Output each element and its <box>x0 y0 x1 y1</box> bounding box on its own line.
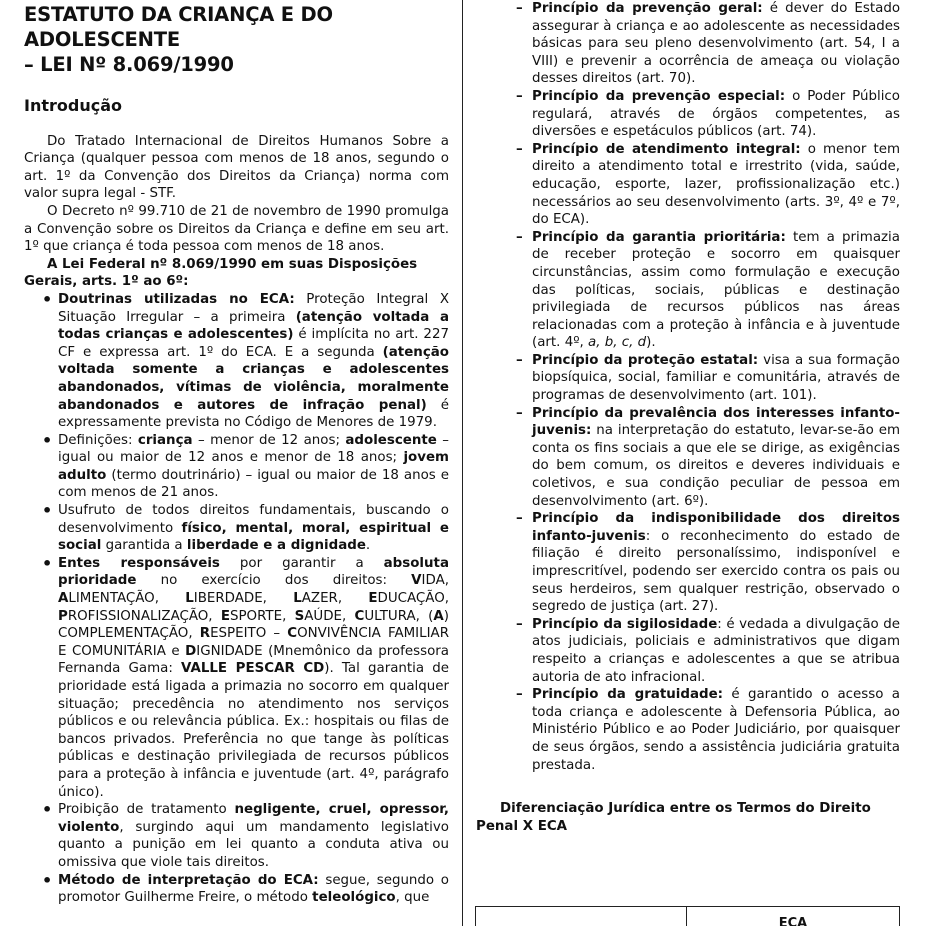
principle-item-4: – Princípio da garantia prioritária: tem a primazia de receber proteção e socorro em quaisquer circunstâncias, assim como formulação e execução das políticas, sociais, públicas e destinação privilegiada de recursos públicos nas áreas relacionadas com a proteção à infância e à juventude (art. 4º, a, b, c, d). <box>516 229 900 352</box>
table-header-eca: ECA <box>778 916 808 926</box>
provision-item-2: • Definições: criança – menor de 12 anos; adolescente – igual ou maior de 12 anos e menor de 18 anos; jovem adulto (termo doutrinário) – igual ou maior de 18 anos e com menos de 21 anos. <box>42 432 449 502</box>
principles-list <box>516 0 900 774</box>
principle-item-5: – Princípio da proteção estatal: visa a sua formação biopsíquica, social, familiar e comunitária, através de programas de desenvolvimento (art. 101). <box>516 352 900 405</box>
principle-item-9: – Princípio da gratuidade: é garantido o acesso a toda criança e adolescente à Defensoria Pública, ao Ministério Público e ao Poder Judiciário, por quaisquer de seus órgãos, sendo a assistência judiciária gratuita prestada. <box>516 686 900 774</box>
principle-item-3: – Princípio de atendimento integral: o menor tem direito a atendimento total e irrestrito (vida, saúde, educação, esporte, lazer, profissionalização etc.) necessários ao seu desenvolvimento (arts. 3º, 4º e 7º, do ECA). <box>516 141 900 229</box>
provision-item-5: • Proibição de tratamento negligente, cruel, opressor, violento, surgindo aqui um mandamento legislativo quanto a punição em lei quanto a conduta ativa ou omissiva que viole tais direitos. <box>42 801 449 871</box>
principle-item-1: – Princípio da prevenção geral: é dever do Estado assegurar à criança e ao adolescente as necessidades básicas para seu pleno desenvolvimento (art. 54, I a VIII) e prevenir a ocorrência de ameaça ou violação desses direitos (art. 70). <box>516 0 900 88</box>
document-title <box>24 2 449 77</box>
right-column <box>472 0 900 835</box>
provision-item-6: • Método de interpretação do ECA: segue, segundo o promotor Guilherme Freire, o método teleológico, que <box>42 872 449 907</box>
principle-item-7: – Princípio da indisponibilidade dos direitos infanto-juvenis: o reconhecimento do estado de filiação é direito personalíssimo, indisponível e imprescritível, podendo ser exercido contra os pais ou seus herdeiros, sem qualquer restrição, observado o segredo de justiça (art. 27). <box>516 510 900 616</box>
principle-item-8: – Princípio da sigilosidade: é vedada a divulgação de atos judiciais, policiais e administrativos que digam respeito a crianças e adolescentes a que se atribua autoria de ato infracional. <box>516 616 900 686</box>
principle-item-2: – Princípio da prevenção especial: o Poder Público regulará, através de órgãos competentes, as diversões e espetáculos públicos (art. 74). <box>516 88 900 141</box>
general-provisions-lead: A Lei Federal nº 8.069/1990 em suas Disposições Gerais, arts. 1º ao 6º: <box>24 256 418 290</box>
intro-heading: Introdução <box>24 96 122 115</box>
column-divider <box>462 0 463 926</box>
provision-item-3: • Usufruto de todos direitos fundamentais, buscando o desenvolvimento físico, mental, moral, espiritual e social garantida a liberdade e a dignidade. <box>42 502 449 555</box>
comparison-table <box>475 906 900 926</box>
title-line-1: ESTATUTO DA CRIANÇA E DO ADOLESCENTE <box>24 3 333 51</box>
general-provisions-list <box>42 291 449 907</box>
provision-item-1: • Doutrinas utilizadas no ECA: Proteção Integral X Situação Irregular – a primeira (atenção voltada a todas crianças e adolescentes) é implícita no art. 227 CF e expressa art. 1º do ECA. E a segunda (atenção voltada somente a crianças e adolescentes abandonados, vítimas de violência, moralmente abandonados e autores de infração penal) é expressamente prevista no Código de Menores de 1979. <box>42 291 449 432</box>
intro-paragraph-2: O Decreto nº 99.710 de 21 de novembro de 1990 promulga a Convenção sobre os Direitos da Criança e define em seu art. 1º que criança é toda pessoa com menos de 18 anos. <box>24 203 449 255</box>
provision-item-4: • Entes responsáveis por garantir a absoluta prioridade no exercício dos direitos: VIDA, ALIMENTAÇÃO, LIBERDADE, LAZER, EDUCAÇÃO, PROFISSIONALIZAÇÃO, ESPORTE, SAÚDE, CULTURA, (A) COMPLEMENTAÇÃO, RESPEITO – CONVIVÊNCIA FAMILIAR E COMUNITÁRIA e DIGNIDADE (Mnemônico da professora Fernanda Gama: VALLE PESCAR CD). Tal garantia de prioridade está ligada a primazia no socorro em qualquer situação; precedência no atendimento nos serviços públicos e ou relevância pública. Ex.: hospitais ou filas de bancos privados. Preferência no que tange às políticas públicas e destinação privilegiada de recursos públicos para a proteção à infância e juventude (art. 4º, parágrafo único). <box>42 555 449 801</box>
title-line-2: – LEI Nº 8.069/1990 <box>24 53 234 76</box>
principle-item-6: – Princípio da prevalência dos interesses infanto-juvenis: na interpretação do estatuto, levar-se-ão em conta os fins sociais a que ele se dirige, as exigências do bem comum, os direitos e deveres individuais e coletivos, e sua condição peculiar de pessoa em desenvolvimento (art. 6º). <box>516 405 900 511</box>
intro-paragraph-1: Do Tratado Internacional de Direitos Humanos Sobre a Criança (qualquer pessoa com menos de 18 anos, segundo o art. 1º da Convenção dos Direitos da Criança) norma com valor supra legal - STF. <box>24 133 449 202</box>
left-column <box>24 0 449 907</box>
comparison-subheading: Diferenciação Jurídica entre os Termos do Direito Penal X ECA <box>476 801 871 834</box>
